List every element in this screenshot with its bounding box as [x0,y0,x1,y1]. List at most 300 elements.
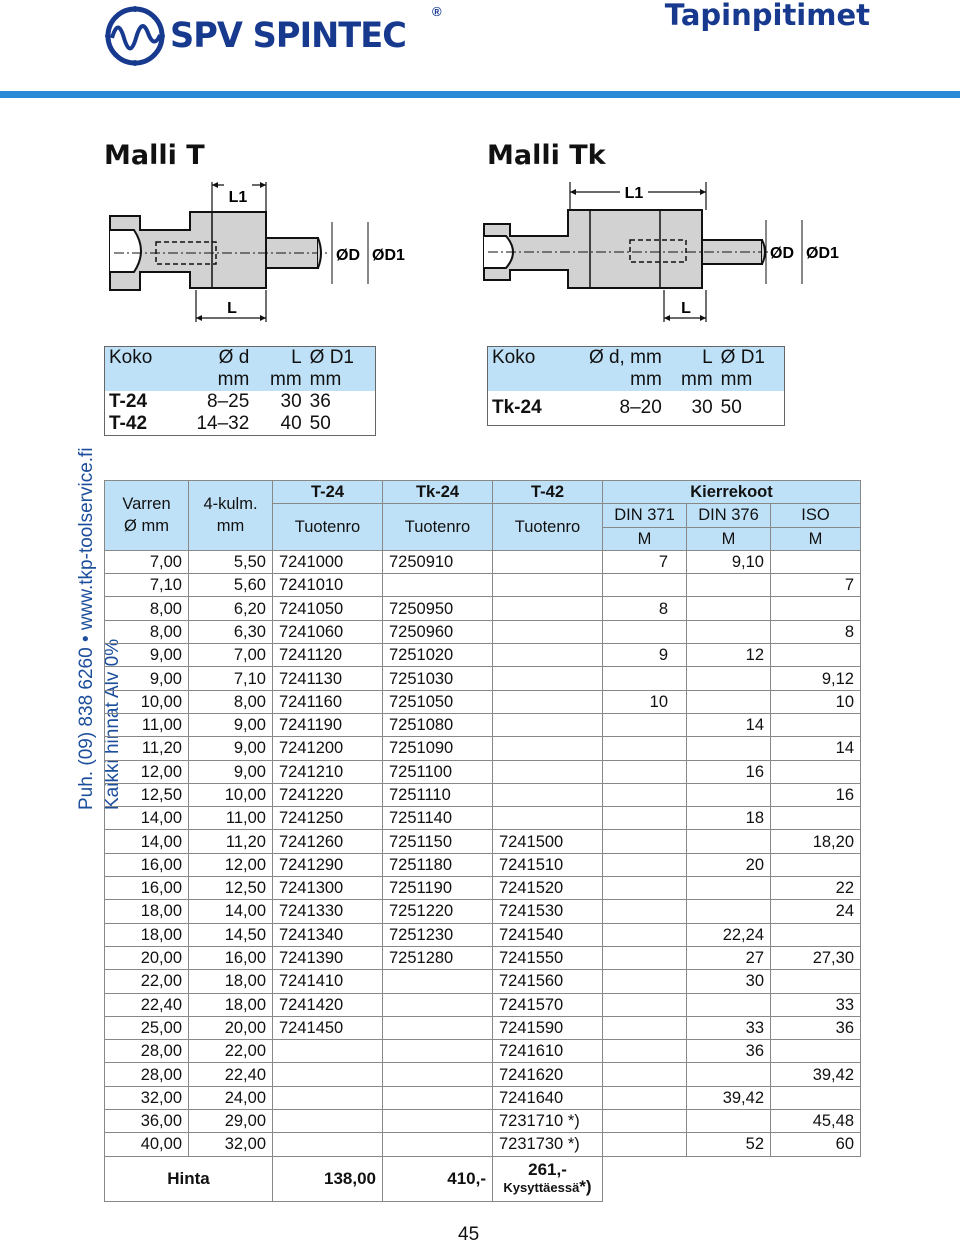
price-tk24: 410,- [383,1156,493,1201]
din371-size [603,1086,687,1109]
table-row [105,760,861,783]
t42-code [493,550,603,573]
shank-diameter: 8,00 [105,620,189,643]
price-t24: 138,00 [273,1156,383,1201]
model-od1: 50 [309,413,331,434]
t24-code: 7241260 [273,830,383,853]
tk24-code: 7251280 [383,946,493,969]
iso-size: 8 [771,620,861,643]
t24-code [273,1063,383,1086]
shank-diameter: 14,00 [105,807,189,830]
square-size: 14,00 [189,900,273,923]
t24-code: 7241160 [273,690,383,713]
label-od: ØD [336,247,360,264]
price-t42-value: 261,- [528,1160,567,1180]
t24-code: 7241330 [273,900,383,923]
table-row [105,923,861,946]
tk24-code: 7251180 [383,853,493,876]
din371-size [603,1110,687,1133]
table-row [105,737,861,760]
table-row [105,574,861,597]
hdr-iso-unit: M [771,527,861,550]
t42-code [493,644,603,667]
t24-code [273,1086,383,1109]
table-row [105,690,861,713]
iso-size: 14 [771,737,861,760]
table-row [105,970,861,993]
model-size: T-42 [109,413,148,434]
t24-code [273,1133,383,1156]
shank-diameter: 18,00 [105,923,189,946]
iso-size: 9,12 [771,667,861,690]
din376-size [687,574,771,597]
din371-size [603,713,687,736]
hdr-od1: Ø D1 [306,347,376,370]
iso-size [771,970,861,993]
t42-code: 7241620 [493,1063,603,1086]
square-size: 5,60 [189,574,273,597]
square-size: 29,00 [189,1110,273,1133]
iso-size: 60 [771,1133,861,1156]
square-size: 24,00 [189,1086,273,1109]
din376-size [687,830,771,853]
table-row [105,783,861,806]
shank-diameter: 12,00 [105,760,189,783]
table-row [105,900,861,923]
din371-size [603,853,687,876]
hdr-tk24-tuotenro: Tuotenro [383,504,493,551]
t42-code [493,737,603,760]
table-malli-tk-header-row [488,347,785,370]
tk24-code: 7251190 [383,877,493,900]
iso-size: 10 [771,690,861,713]
t42-code: 7241550 [493,946,603,969]
square-size: 16,00 [189,946,273,969]
din371-size: 9 [603,644,687,667]
tk24-code: 7250950 [383,597,493,620]
t24-code: 7241200 [273,737,383,760]
side-vat-note: Kaikki hinnat Alv 0% [102,638,123,810]
square-size: 22,00 [189,1040,273,1063]
tk24-code [383,1086,493,1109]
din371-size [603,574,687,597]
tk24-code [383,574,493,597]
square-size: 9,00 [189,760,273,783]
din371-size [603,1133,687,1156]
tk24-code [383,970,493,993]
hdr-tk-l: L [666,347,717,370]
din371-size [603,970,687,993]
main-table-body [105,550,861,1156]
din376-size [687,877,771,900]
price-label: Hinta [105,1156,273,1201]
shank-diameter: 7,00 [105,550,189,573]
page-title: Tapinpitimet [664,0,870,32]
square-size: 6,20 [189,597,273,620]
square-size: 12,00 [189,853,273,876]
t42-code [493,597,603,620]
table-row [105,597,861,620]
table-row [105,1040,861,1063]
shank-diameter: 11,00 [105,713,189,736]
tk24-code: 7251220 [383,900,493,923]
table-malli-t-unit-row [105,369,376,391]
table-row [105,644,861,667]
label-od1: ØD1 [372,247,405,264]
din376-size: 18 [687,807,771,830]
label-tk-l: L [681,300,691,317]
main-table-header [105,481,861,551]
hdr-varren-label: Varren [122,495,171,514]
tk24-code: 7251030 [383,667,493,690]
iso-size: 22 [771,877,861,900]
table-row [105,877,861,900]
t42-code [493,574,603,597]
din376-size: 14 [687,713,771,736]
drawing-malli-t [100,180,430,330]
label-l: L [227,300,237,317]
square-size: 9,00 [189,737,273,760]
table-row [105,946,861,969]
hdr-l-unit: mm [253,369,305,391]
t42-code: 7241510 [493,853,603,876]
iso-size [771,760,861,783]
t42-code: 7241610 [493,1040,603,1063]
price-empty [603,1156,861,1201]
square-size: 14,50 [189,923,273,946]
hdr-l: L [253,347,305,370]
shank-diameter: 11,20 [105,737,189,760]
square-size: 22,40 [189,1063,273,1086]
iso-size: 39,42 [771,1063,861,1086]
section-title-malli-t: Malli T [104,140,205,171]
table-row [105,807,861,830]
iso-size: 33 [771,993,861,1016]
t42-code [493,760,603,783]
t24-code: 7241300 [273,877,383,900]
t42-code: 7231730 *) [493,1133,603,1156]
table-row [105,1133,861,1156]
t42-code [493,783,603,806]
shank-diameter: 28,00 [105,1063,189,1086]
tk24-code: 7251020 [383,644,493,667]
hdr-tk24: Tk-24 [383,481,493,504]
table-row [105,413,376,436]
tk24-code: 7251230 [383,923,493,946]
t24-code: 7241390 [273,946,383,969]
tk24-code [383,1110,493,1133]
brand-name: SPV SPINTEC [170,16,406,56]
din371-size [603,923,687,946]
tk24-code [383,1133,493,1156]
tk24-code: 7251090 [383,737,493,760]
hdr-tk-l-unit: mm [666,369,717,391]
shank-diameter: 14,00 [105,830,189,853]
shank-diameter: 28,00 [105,1040,189,1063]
tk24-code: 7251110 [383,783,493,806]
spintec-wave-circle-icon [104,5,166,67]
t42-code: 7241530 [493,900,603,923]
t42-code: 7231710 *) [493,1110,603,1133]
model-od1: 50 [720,396,742,418]
main-table [104,480,861,1202]
table-malli-t [104,346,376,436]
t24-code: 7241010 [273,574,383,597]
hdr-t42: T-42 [493,481,603,504]
hdr-tk-od-unit: mm [562,369,666,391]
din371-size [603,1040,687,1063]
t24-code: 7241220 [273,783,383,806]
price-t42 [493,1156,603,1201]
table-row [105,1063,861,1086]
square-size: 8,00 [189,690,273,713]
hdr-tk-koko: Koko [488,347,563,370]
label-tk-od1: ØD1 [806,245,839,262]
table-row [105,550,861,573]
model-size: T-24 [109,391,148,412]
hdr-tk-od1: Ø D1 [717,347,785,370]
t42-code: 7241560 [493,970,603,993]
iso-size: 7 [771,574,861,597]
t42-code: 7241540 [493,923,603,946]
iso-size: 24 [771,900,861,923]
tk24-code: 7251140 [383,807,493,830]
table-row [105,391,376,413]
din371-size [603,900,687,923]
table-row [105,830,861,853]
model-l: 30 [280,391,302,412]
t24-code: 7241290 [273,853,383,876]
shank-diameter: 10,00 [105,690,189,713]
t42-code [493,690,603,713]
t42-code [493,713,603,736]
table-malli-tk-unit-row [488,369,785,391]
iso-size: 45,48 [771,1110,861,1133]
hdr-od1-unit: mm [306,369,376,391]
t42-code: 7241570 [493,993,603,1016]
t24-code: 7241210 [273,760,383,783]
din376-size: 33 [687,1016,771,1039]
t42-code: 7241520 [493,877,603,900]
table-malli-t-header-row [105,347,376,370]
din376-size [687,690,771,713]
t24-code: 7241130 [273,667,383,690]
din376-size: 16 [687,760,771,783]
side-phone-web: Puh. (09) 838 6260 • www.tkp-toolservice.fi [76,447,97,810]
table-row [105,713,861,736]
table-row [105,620,861,643]
tk24-code [383,993,493,1016]
t42-code [493,667,603,690]
t24-code: 7241190 [273,713,383,736]
t24-code: 7241410 [273,970,383,993]
hdr-tk-od1-unit: mm [717,369,785,391]
hdr-koko: Koko [105,347,173,370]
shank-diameter: 16,00 [105,877,189,900]
model-l: 30 [691,396,713,418]
shank-diameter: 32,00 [105,1086,189,1109]
din371-size [603,1016,687,1039]
square-size: 11,00 [189,807,273,830]
iso-size: 27,30 [771,946,861,969]
hdr-kulm-label: 4-kulm. [203,495,258,514]
tk24-code: 7251150 [383,830,493,853]
table-row [105,853,861,876]
hdr-od: Ø d [173,347,253,370]
t24-code [273,1040,383,1063]
hdr-varren-unit: Ø mm [124,517,169,536]
din371-size [603,783,687,806]
tk24-code: 7251080 [383,713,493,736]
t24-code: 7241250 [273,807,383,830]
square-size: 5,50 [189,550,273,573]
square-size: 20,00 [189,1016,273,1039]
t24-code: 7241060 [273,620,383,643]
iso-size [771,923,861,946]
hdr-od-unit: mm [173,369,253,391]
model-od: 14–32 [196,413,250,434]
din376-size: 22,24 [687,923,771,946]
t42-code [493,620,603,643]
page-number: 45 [458,1224,480,1245]
shank-diameter: 18,00 [105,900,189,923]
t24-code: 7241000 [273,550,383,573]
hdr-din371: DIN 371 [603,504,687,527]
hdr-iso: ISO [771,504,861,527]
din371-size [603,946,687,969]
din371-size: 7 [603,550,687,573]
section-title-malli-tk: Malli Tk [487,140,606,171]
hdr-kierrekoot: Kierrekoot [603,481,861,504]
din376-size: 39,42 [687,1086,771,1109]
iso-size [771,853,861,876]
price-t42-note: Kysyttäessä [503,1180,580,1196]
square-size: 7,00 [189,644,273,667]
registered-mark: ® [432,4,442,19]
table-row [105,1086,861,1109]
label-l1: L1 [228,189,248,206]
din371-size [603,620,687,643]
din376-size: 52 [687,1133,771,1156]
hdr-kulm-unit: mm [216,517,245,536]
din371-size: 10 [603,690,687,713]
tk24-code: 7251100 [383,760,493,783]
iso-size: 18,20 [771,830,861,853]
label-tk-l1: L1 [624,185,644,202]
din376-size: 12 [687,644,771,667]
square-size: 32,00 [189,1133,273,1156]
t24-code [273,1110,383,1133]
iso-size [771,644,861,667]
square-size: 11,20 [189,830,273,853]
din371-size [603,667,687,690]
iso-size [771,1086,861,1109]
shank-diameter: 9,00 [105,667,189,690]
hdr-tk-od: Ø d, mm [562,347,666,370]
din371-size [603,737,687,760]
tk24-code [383,1016,493,1039]
din376-size [687,620,771,643]
din376-size [687,1110,771,1133]
t24-code: 7241420 [273,993,383,1016]
model-l: 40 [280,413,302,434]
shank-diameter: 20,00 [105,946,189,969]
title-rule [0,91,960,98]
hdr-t42-tuotenro: Tuotenro [493,504,603,551]
shank-diameter: 8,00 [105,597,189,620]
iso-size: 16 [771,783,861,806]
shank-diameter: 40,00 [105,1133,189,1156]
t42-code: 7241500 [493,830,603,853]
model-od: 8–20 [619,396,662,418]
hdr-din376: DIN 376 [687,504,771,527]
square-size: 18,00 [189,970,273,993]
t42-code [493,807,603,830]
iso-size: 36 [771,1016,861,1039]
din371-size: 8 [603,597,687,620]
model-size: Tk-24 [492,396,542,418]
t42-code: 7241640 [493,1086,603,1109]
shank-diameter: 25,00 [105,1016,189,1039]
square-size: 9,00 [189,713,273,736]
table-row [488,391,785,425]
din376-size [687,597,771,620]
model-od: 8–25 [207,391,250,412]
t24-code: 7241120 [273,644,383,667]
main-table-footer [105,1156,861,1201]
shank-diameter: 12,50 [105,783,189,806]
table-malli-tk [487,346,785,426]
model-od1: 36 [309,391,331,412]
din376-size: 20 [687,853,771,876]
square-size: 12,50 [189,877,273,900]
tk24-code: 7250910 [383,550,493,573]
hdr-t24-tuotenro: Tuotenro [273,504,383,551]
din376-size [687,993,771,1016]
tk24-code [383,1040,493,1063]
iso-size [771,1040,861,1063]
din371-size [603,830,687,853]
hdr-t24: T-24 [273,481,383,504]
hdr-din371-unit: M [603,527,687,550]
din376-size [687,667,771,690]
din371-size [603,877,687,900]
tk24-code: 7250960 [383,620,493,643]
tk24-code [383,1063,493,1086]
shank-diameter: 36,00 [105,1110,189,1133]
shank-diameter: 16,00 [105,853,189,876]
hdr-din376-unit: M [687,527,771,550]
shank-diameter: 22,00 [105,970,189,993]
square-size: 7,10 [189,667,273,690]
din376-size [687,1063,771,1086]
brand-logo [104,4,416,68]
din376-size: 9,10 [687,550,771,573]
shank-diameter: 22,40 [105,993,189,1016]
din376-size [687,737,771,760]
table-row [105,667,861,690]
table-row [105,1110,861,1133]
din371-size [603,993,687,1016]
hdr-kulm [189,481,273,551]
drawing-malli-tk [480,180,850,330]
iso-size [771,807,861,830]
din371-size [603,807,687,830]
price-t42-star: *) [579,1177,592,1197]
table-row [105,1016,861,1039]
hdr-varren [105,481,189,551]
price-row [105,1156,861,1201]
